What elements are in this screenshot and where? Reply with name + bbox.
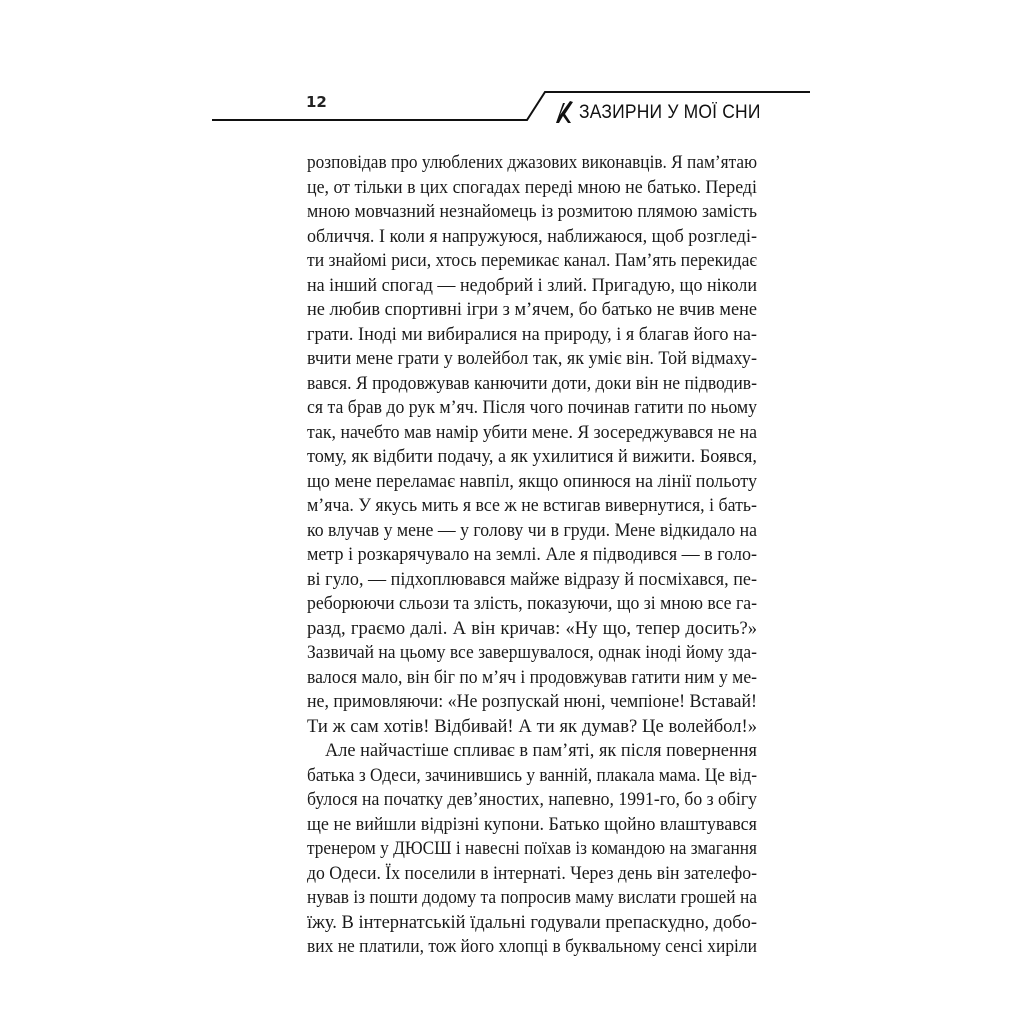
text-line (307, 151, 757, 176)
text-line-content: їжу. В інтернатській їдальні годували препаскудно, добо- (307, 911, 757, 933)
text-line-content: мною мовчазний незнайомець із розмитою плямою замість (307, 201, 757, 222)
text-line-content: обличчя. І коли я напружуюся, наближаюся, щоб розгледі- (307, 225, 757, 247)
text-line-content: реборюючи сльози та злість, показуючи, що зі мною все га- (307, 593, 757, 614)
text-line-content: Ти ж сам хотів! Відбивай! А ти як думав? Це волейбол!» (307, 715, 757, 737)
text-line (307, 690, 757, 715)
text-line-content: розповідав про улюблених джазових виконавців. Я пам’ятаю (307, 152, 757, 173)
text-line (307, 225, 757, 250)
text-line-content: ще не вийшли відрізні купони. Батько щойно влаштувався (307, 813, 757, 835)
text-line (307, 298, 757, 323)
text-line-content: ві гуло, — підхоплювався майже відразу й посміхався, пе- (307, 568, 757, 590)
text-line (307, 641, 757, 666)
text-line-content: м’яча. У якусь мить я все ж не встигав вивернутися, і бать- (307, 495, 757, 516)
text-line-content: вчити мене грати у волейбол так, як уміє він. Той відмаху- (307, 348, 757, 369)
text-line (307, 200, 757, 225)
text-line (307, 372, 757, 397)
text-line-content: що мене переламає навпіл, якщо опинюся на лінії польоту (307, 470, 757, 492)
text-line-content: нував із пошти додому та попросив маму вислати грошей на (307, 887, 757, 908)
text-line-content: не, примовляючи: «Не розпускай нюні, чемпіоне! Вставай! (307, 691, 757, 712)
text-line-content: ти знайомі риси, хтось перемикає канал. Пам’ять перекидає (307, 250, 757, 271)
text-line (307, 249, 757, 274)
publisher-logo-icon (553, 99, 577, 125)
text-line (307, 788, 757, 813)
text-line-content: не любив спортивні ігри з м’ячем, бо батько не вчив мене (307, 299, 757, 320)
text-line (307, 862, 757, 887)
text-line-content: тренером у ДЮСШ і навесні поїхав із командою на змагання (307, 838, 757, 859)
text-line-content: вався. Я продовжував канючити доти, доки він не підводив- (307, 372, 757, 394)
text-line-content: ко влучав у мене — у голову чи в груди. Мене відкидало на (307, 519, 757, 541)
text-line (307, 445, 757, 470)
text-line-content: ся та брав до рук м’яч. Після чого починав гатити по ньому (307, 397, 757, 418)
text-line (307, 592, 757, 617)
text-line-content: до Одеси. Їх поселили в інтернаті. Через день він зателефо- (307, 862, 757, 884)
text-line (307, 813, 757, 838)
text-line-content: так, начебто мав намір убити мене. Я зосереджувався не на (307, 421, 757, 443)
text-line (307, 543, 757, 568)
text-line-content: грати. Іноді ми вибиралися на природу, і я благав його на- (307, 323, 757, 345)
text-line (307, 347, 757, 372)
text-line-content: це, от тільки в цих спогадах переді мною не батько. Переді (307, 176, 757, 198)
text-line-content: батька з Одеси, зачинившись у ванній, плакала мама. Це від- (307, 764, 757, 786)
text-line (307, 421, 757, 446)
text-line (307, 396, 757, 421)
page-number: 12 (306, 93, 327, 111)
text-line-content: метр і розкарячувало на землі. Але я підводився — в голо- (307, 544, 757, 565)
text-line (307, 739, 757, 764)
text-line (307, 323, 757, 348)
text-line (307, 837, 757, 862)
text-line (307, 764, 757, 789)
text-line (307, 274, 757, 299)
text-line (307, 886, 757, 911)
text-line (307, 935, 757, 960)
body-text (307, 151, 757, 960)
text-line-content: на інший спогад — недобрий і злий. Пригадую, що ніколи (307, 274, 757, 296)
text-line (307, 494, 757, 519)
text-line-content: вих не платили, тож його хлопці в буквальному сенсі хиріли (307, 936, 757, 957)
text-line (307, 470, 757, 495)
text-line-content: валося мало, він біг по м’яч і продовжував гатити ним у ме- (307, 666, 757, 688)
text-line (307, 666, 757, 691)
text-line (307, 176, 757, 201)
text-line (307, 715, 757, 740)
text-line-content: разд, граємо далі. А він кричав: «Ну що, тепер досить?» (307, 617, 757, 639)
text-line-content: Зазвичай на цьому все завершувалося, однак іноді йому зда- (307, 642, 757, 663)
text-line-content: тому, як відбити подачу, а як ухилитися й вижити. Боявся, (307, 446, 757, 467)
text-line (307, 519, 757, 544)
text-line (307, 617, 757, 642)
text-line-content: булося на початку дев’яностих, напевно, 1991-го, бо з обігу (307, 789, 757, 810)
text-line (307, 568, 757, 593)
running-title: ЗАЗИРНИ У МОЇ СНИ (579, 102, 761, 123)
text-line-content: Але найчастіше спливає в пам’яті, як після повернення (325, 740, 757, 761)
text-line (307, 911, 757, 936)
